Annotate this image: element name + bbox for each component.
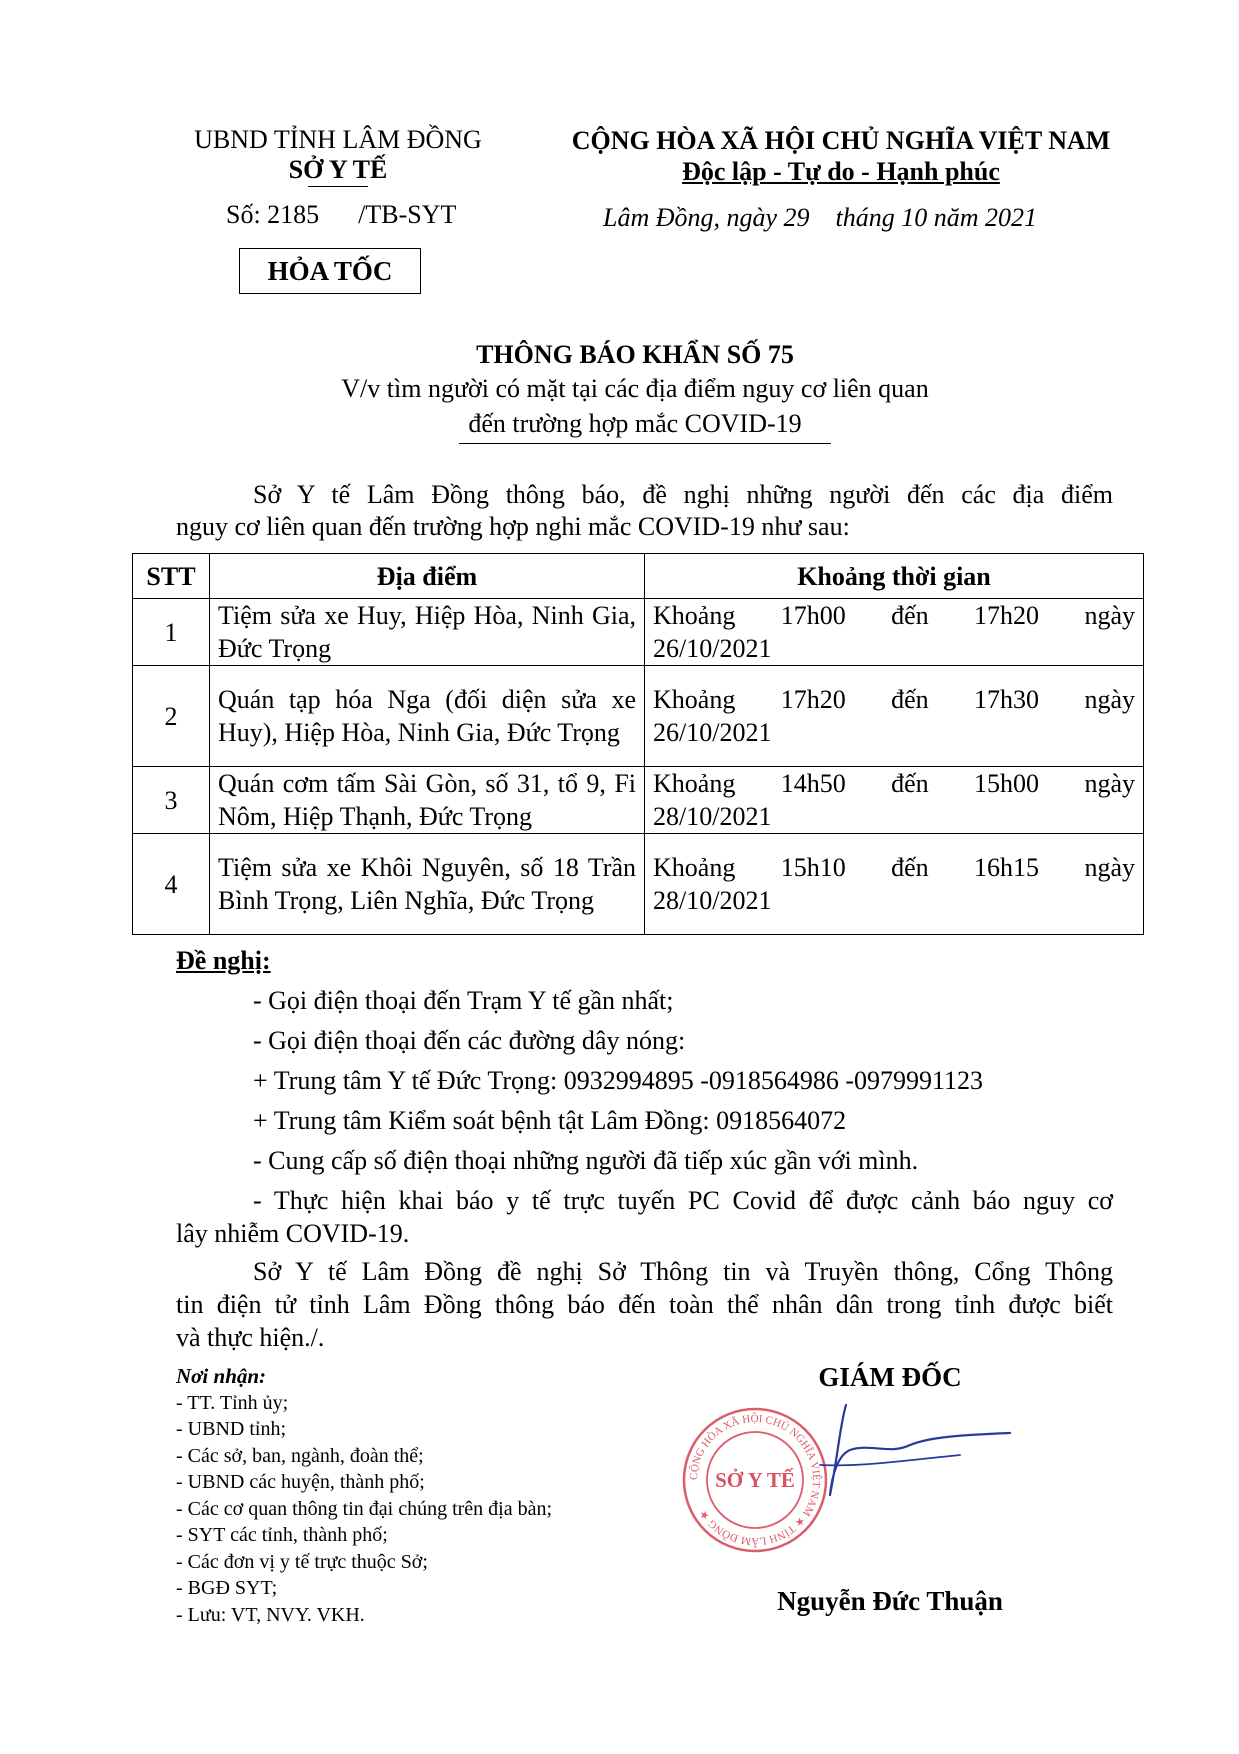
request-item: + Trung tâm Y tế Đức Trọng: 0932994895 -0918564986 -0979991123 (253, 1066, 984, 1095)
request-item: - Gọi điện thoại đến Trạm Y tế gần nhất; (253, 986, 674, 1015)
closing-line2: tin điện tử tỉnh Lâm Đồng thông báo đến toàn thể nhân dân trong tỉnh được biết (176, 1290, 1113, 1319)
intro-line1: Sở Y tế Lâm Đồng thông báo, đề nghị những người đến các địa điểm (253, 480, 1113, 509)
row-place: Quán cơm tấm Sài Gòn, số 31, tổ 9, Fi Nôm, Hiệp Thạnh, Đức Trọng (210, 767, 645, 834)
signer-position: GIÁM ĐỐC (818, 1362, 962, 1392)
row-stt: 3 (133, 767, 210, 834)
request-item: + Trung tâm Kiểm soát bệnh tật Lâm Đồng: 0918564072 (253, 1106, 847, 1135)
declare-line2: lây nhiễm COVID-19. (176, 1219, 410, 1248)
table-row (133, 666, 1144, 767)
table-row (133, 834, 1144, 935)
svg-text:SỞ Y TẾ: SỞ Y TẾ (715, 1468, 795, 1492)
recipient-item: - Các cơ quan thông tin đại chúng trên địa bàn; (176, 1498, 553, 1520)
org-parent: UBND TỈNH LÂM ĐỒNG (194, 125, 482, 154)
request-item: - Gọi điện thoại đến các đường dây nóng: (253, 1026, 686, 1055)
row-place: Tiệm sửa xe Huy, Hiệp Hòa, Ninh Gia, Đức Trọng (210, 599, 645, 666)
row-stt: 4 (133, 834, 210, 935)
col-header-time: Khoảng thời gian (645, 554, 1144, 599)
recipient-item: - Các đơn vị y tế trực thuộc Sở; (176, 1551, 428, 1573)
notice-title: THÔNG BÁO KHẨN SỐ 75 (476, 340, 794, 369)
recipient-item: - TT. Tỉnh ủy; (176, 1392, 289, 1414)
doc-number: Số: 2185 /TB-SYT (226, 200, 457, 229)
locations-table (132, 553, 1144, 935)
table-row (133, 767, 1144, 834)
org-name: SỞ Y TẾ (288, 155, 388, 184)
title-underline (459, 443, 831, 444)
svg-text:CỘNG HÒA XÃ HỘI CHỦ NGHĨA VIỆT: CỘNG HÒA XÃ HỘI CHỦ NGHĨA VIỆT NAM ★ TỈNH LÂM ĐỒNG ★ (687, 1412, 823, 1548)
place-date: Lâm Đồng, ngày 29 tháng 10 năm 2021 (603, 203, 1038, 232)
row-time: Khoảng 17h20 đến 17h30 ngày 26/10/2021 (645, 666, 1144, 767)
closing-line3: và thực hiện./. (176, 1323, 325, 1352)
col-header-place: Địa điểm (210, 554, 645, 599)
table-header-row (133, 554, 1144, 599)
nation-title: CỘNG HÒA XÃ HỘI CHỦ NGHĨA VIỆT NAM (571, 126, 1111, 155)
declare-line1: - Thực hiện khai báo y tế trực tuyến PC Covid để được cảnh báo nguy cơ (253, 1186, 1113, 1215)
request-heading: Đề nghị: (176, 946, 271, 975)
notice-subject-line1: V/v tìm người có mặt tại các địa điểm nguy cơ liên quan (341, 374, 929, 403)
org-name-underline (308, 186, 368, 187)
urgency-badge: HỎA TỐC (239, 248, 421, 294)
row-stt: 1 (133, 599, 210, 666)
recipient-item: - Lưu: VT, NVY. VKH. (176, 1604, 365, 1626)
recipient-item: - Các sở, ban, ngành, đoàn thể; (176, 1445, 424, 1467)
row-place: Tiệm sửa xe Khôi Nguyên, số 18 Trần Bình Trọng, Liên Nghĩa, Đức Trọng (210, 834, 645, 935)
signature-scribble (760, 1395, 1020, 1505)
request-item: - Cung cấp số điện thoại những người đã tiếp xúc gần với mình. (253, 1146, 919, 1175)
recipients-heading: Nơi nhận: (176, 1364, 267, 1388)
row-time: Khoảng 14h50 đến 15h00 ngày 28/10/2021 (645, 767, 1144, 834)
row-time: Khoảng 17h00 đến 17h20 ngày 26/10/2021 (645, 599, 1144, 666)
closing-line1: Sở Y tế Lâm Đồng đề nghị Sở Thông tin và Truyền thông, Cổng Thông (253, 1257, 1113, 1286)
recipient-item: - BGĐ SYT; (176, 1577, 278, 1599)
notice-subject-line2: đến trường hợp mắc COVID-19 (468, 409, 802, 438)
table-row (133, 599, 1144, 666)
recipient-item: - UBND tỉnh; (176, 1418, 286, 1440)
row-time: Khoảng 15h10 đến 16h15 ngày 28/10/2021 (645, 834, 1144, 935)
col-header-stt: STT (133, 554, 210, 599)
motto: Độc lập - Tự do - Hạnh phúc (682, 157, 1000, 186)
recipient-item: - UBND các huyện, thành phố; (176, 1471, 425, 1493)
row-stt: 2 (133, 666, 210, 767)
signer-name: Nguyễn Đức Thuận (777, 1586, 1003, 1616)
row-place: Quán tạp hóa Nga (đối diện sửa xe Huy), Hiệp Hòa, Ninh Gia, Đức Trọng (210, 666, 645, 767)
recipient-item: - SYT các tỉnh, thành phố; (176, 1524, 388, 1546)
intro-line2: nguy cơ liên quan đến trường hợp nghi mắc COVID-19 như sau: (176, 512, 850, 541)
